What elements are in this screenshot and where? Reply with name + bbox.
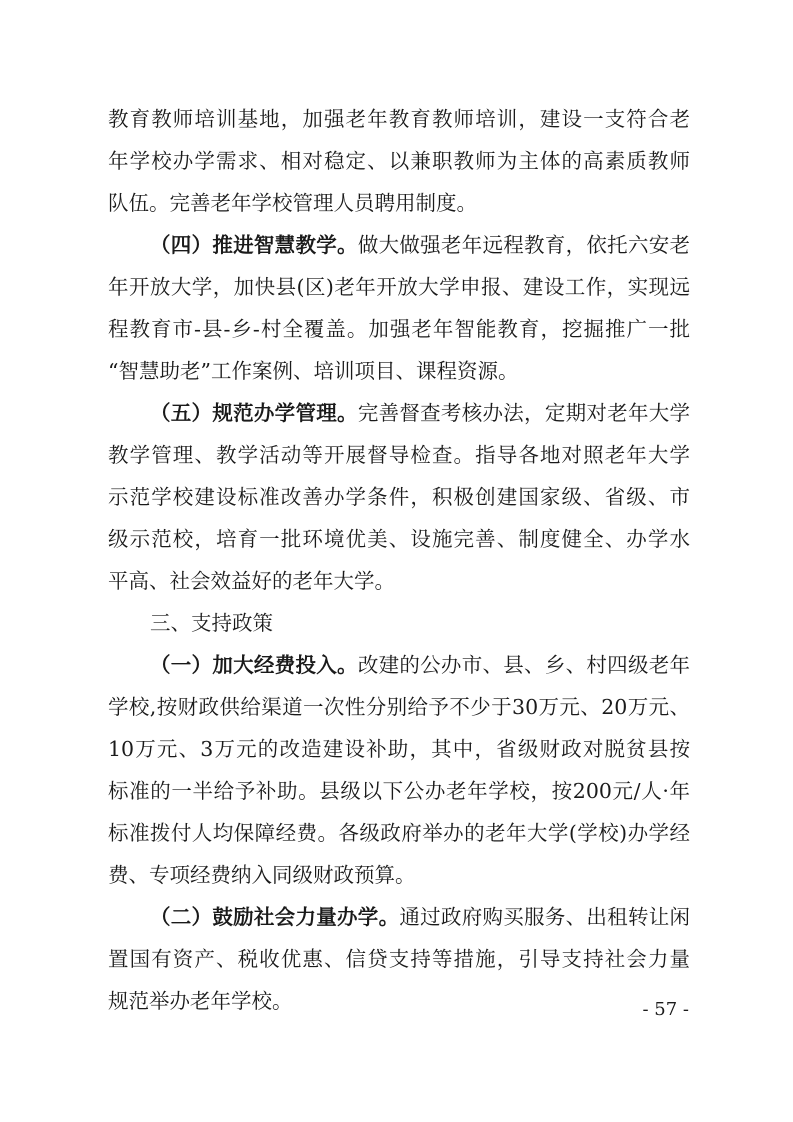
paragraph-line: 10万元、3万元的改造建设补助，其中，省级财政对脱贫县按 bbox=[108, 737, 690, 761]
paragraph-line: 年学校办学需求、相对稳定、以兼职教师为主体的高素质教师 bbox=[108, 149, 690, 173]
paragraph-line: 标准的一半给予补助。县级以下公办老年学校，按200元/人·年 bbox=[108, 779, 690, 803]
paragraph-line: 程教育市-县-乡-村全覆盖。加强老年智能教育，挖掘推广一批 bbox=[108, 317, 690, 341]
paragraph-line: “智慧助老”工作案例、培训项目、课程资源。 bbox=[108, 359, 519, 383]
paragraph-heading: （一）加大经费投入。 bbox=[150, 653, 358, 677]
paragraph-heading: （四）推进智慧教学。 bbox=[150, 233, 358, 257]
document-body bbox=[108, 98, 690, 1022]
paragraph-line: 队伍。完善老年学校管理人员聘用制度。 bbox=[108, 191, 477, 215]
paragraph-heading: （五）规范办学管理。 bbox=[150, 401, 358, 425]
page-number: - 57 - bbox=[642, 999, 689, 1020]
paragraph-line: 费、专项经费纳入同级财政预算。 bbox=[108, 863, 416, 887]
paragraph-line: 标准拨付人均保障经费。各级政府举办的老年大学(学校)办学经 bbox=[108, 821, 690, 845]
paragraph-line: 教学管理、教学活动等开展督导检查。指导各地对照老年大学 bbox=[108, 443, 690, 467]
paragraph-first-line bbox=[108, 224, 690, 266]
paragraph-text: 通过政府购买服务、出租转让闲 bbox=[399, 905, 690, 929]
paragraph-text: 改建的公办市、县、乡、村四级老年 bbox=[357, 653, 690, 677]
paragraph-first-line bbox=[108, 392, 690, 434]
paragraph-line: 规范举办老年学校。 bbox=[108, 989, 293, 1013]
paragraph-line: 置国有资产、税收优惠、信贷支持等措施，引导支持社会力量 bbox=[108, 947, 690, 971]
paragraph-line: 平高、社会效益好的老年大学。 bbox=[108, 569, 395, 593]
paragraph-line: 级示范校，培育一批环境优美、设施完善、制度健全、办学水 bbox=[108, 527, 690, 551]
section-title: 三、支持政策 bbox=[150, 611, 273, 635]
paragraph-text: 做大做强老年远程教育，依托六安老 bbox=[357, 233, 690, 257]
paragraph-text: 完善督查考核办法，定期对老年大学 bbox=[357, 401, 690, 425]
paragraph-line: 年开放大学，加快县(区)老年开放大学申报、建设工作，实现远 bbox=[108, 275, 690, 299]
paragraph-first-line bbox=[108, 644, 690, 686]
paragraph-heading: （二）鼓励社会力量办学。 bbox=[150, 905, 400, 929]
paragraph-line: 教育教师培训基地，加强老年教育教师培训，建设一支符合老 bbox=[108, 107, 690, 131]
paragraph-line: 学校,按财政供给渠道一次性分别给予不少于30万元、20万元、 bbox=[108, 695, 690, 719]
paragraph-first-line bbox=[108, 896, 690, 938]
paragraph-line: 示范学校建设标准改善办学条件，积极创建国家级、省级、市 bbox=[108, 485, 690, 509]
